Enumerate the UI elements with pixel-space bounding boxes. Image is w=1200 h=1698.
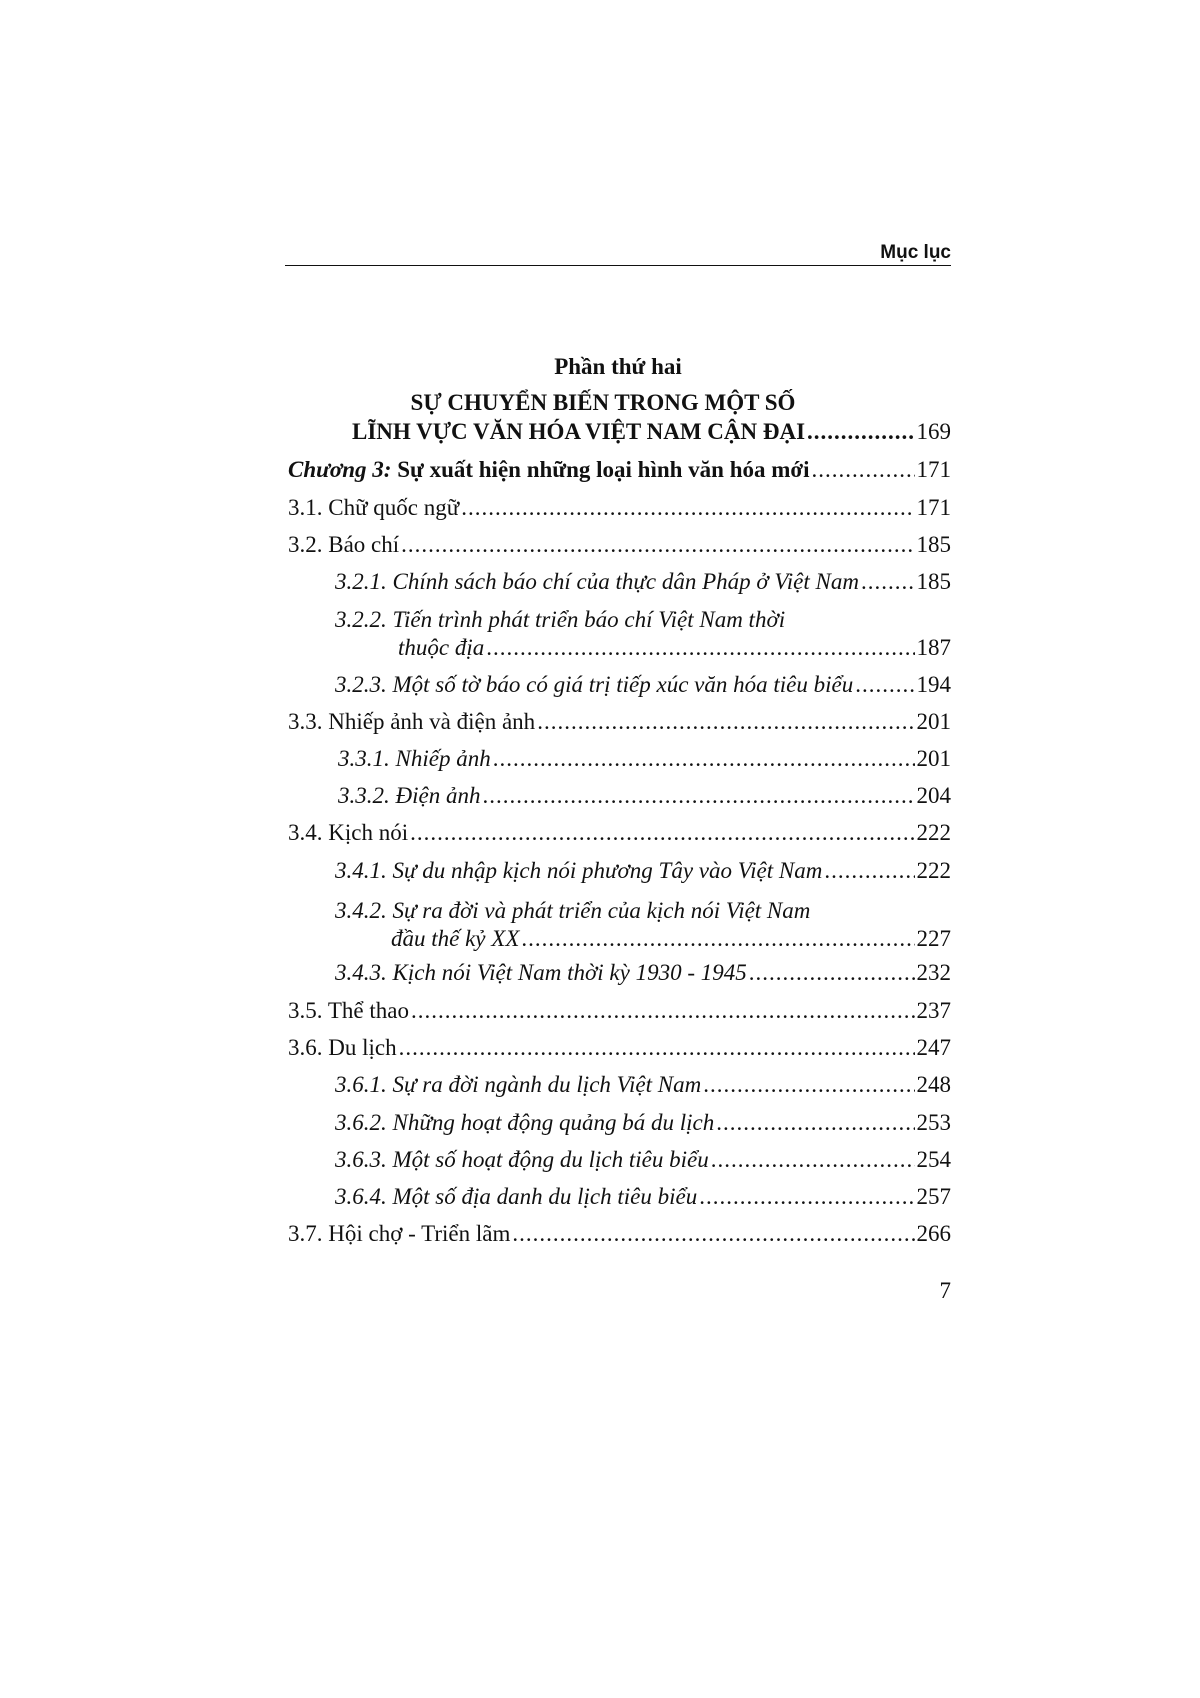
- toc-entry[interactable]: [288, 998, 951, 1024]
- entry-title: 3.6.1. Sự ra đời ngành du lịch Việt Nam: [335, 1072, 702, 1097]
- entry-page: 171: [916, 457, 951, 482]
- entry-title: 3.4. Kịch nói: [288, 820, 409, 845]
- toc-entry[interactable]: [335, 858, 951, 884]
- entry-title: 3.3. Nhiếp ảnh và điện ảnh: [288, 709, 536, 734]
- entry-page: 247: [916, 1035, 951, 1060]
- entry-title: 3.3.1. Nhiếp ảnh: [338, 746, 491, 771]
- toc-entry[interactable]: [391, 926, 951, 952]
- entry-title: 3.1. Chữ quốc ngữ: [288, 495, 460, 520]
- page-number: 7: [939, 1278, 951, 1303]
- toc-entry-chapter[interactable]: [288, 457, 951, 483]
- toc-entry[interactable]: [398, 635, 951, 661]
- entry-title: 3.5. Thể thao: [288, 998, 409, 1023]
- toc-entry[interactable]: [335, 1147, 951, 1173]
- toc-entry[interactable]: [335, 569, 951, 595]
- entry-title: 3.6.3. Một số hoạt động du lịch tiêu biểu: [335, 1147, 709, 1172]
- toc-entry[interactable]: [338, 783, 951, 809]
- leader-dots: [493, 746, 915, 772]
- leader-dots: [399, 1035, 915, 1061]
- entry-title: 3.2.3. Một số tờ báo có giá trị tiếp xúc văn hóa tiêu biểu: [335, 672, 854, 697]
- leader-dots: [716, 1110, 914, 1136]
- leader-dots: [861, 569, 915, 595]
- entry-title: 3.4.1. Sự du nhập kịch nói phương Tây vào Việt Nam: [335, 858, 823, 883]
- leader-dots: [703, 1072, 914, 1098]
- entry-page: 254: [916, 1147, 951, 1172]
- entry-title: 3.6.4. Một số địa danh du lịch tiêu biểu: [335, 1184, 698, 1209]
- leader-dots: [411, 998, 915, 1024]
- entry-title: 3.3.2. Điện ảnh: [338, 783, 481, 808]
- entry-title: 3.2.1. Chính sách báo chí của thực dân Pháp ở Việt Nam: [335, 569, 859, 594]
- entry-page: 201: [916, 709, 951, 734]
- entry-page: 253: [916, 1110, 951, 1135]
- chapter-title: Sự xuất hiện những loại hình văn hóa mới: [391, 457, 810, 482]
- entry-page: 201: [916, 746, 951, 771]
- leader-dots: [410, 820, 914, 846]
- entry-title: đầu thế kỷ XX: [391, 926, 520, 951]
- leader-dots: [512, 1221, 914, 1247]
- toc-entry[interactable]: [335, 1184, 951, 1210]
- leader-dots: [486, 635, 914, 661]
- entry-title: LĨNH VỰC VĂN HÓA VIỆT NAM CẬN ĐẠI: [352, 419, 806, 444]
- leader-dots: [807, 419, 914, 445]
- leader-dots: [855, 672, 914, 698]
- toc-entry[interactable]: [335, 1072, 951, 1098]
- entry-title: thuộc địa: [398, 635, 485, 660]
- header-rule: [285, 265, 951, 266]
- leader-dots: [482, 783, 914, 809]
- entry-page: 185: [916, 532, 951, 557]
- leader-dots: [711, 1147, 915, 1173]
- leader-dots: [812, 457, 915, 483]
- entry-page: 187: [916, 635, 951, 660]
- entry-page: 185: [916, 569, 951, 594]
- toc-entry-title-line1[interactable]: 3.4.2. Sự ra đời và phát triển của kịch nói Việt Nam: [335, 898, 811, 923]
- toc-entry-title-line1[interactable]: 3.2.2. Tiến trình phát triển báo chí Việt Nam thời: [335, 607, 786, 632]
- entry-page: 204: [916, 783, 951, 808]
- toc-entry-part[interactable]: [352, 419, 951, 445]
- entry-page: 232: [916, 960, 951, 985]
- entry-page: 222: [916, 820, 951, 845]
- toc-entry[interactable]: [338, 746, 951, 772]
- leader-dots: [699, 1184, 914, 1210]
- entry-title: 3.4.3. Kịch nói Việt Nam thời kỳ 1930 - 1945: [335, 960, 747, 985]
- toc-entry[interactable]: [288, 1221, 951, 1247]
- entry-page: 257: [916, 1184, 951, 1209]
- part-label: Phần thứ hai: [554, 354, 682, 379]
- running-header: Mục lục: [880, 242, 951, 263]
- toc-entry[interactable]: [288, 495, 951, 521]
- leader-dots: [537, 709, 914, 735]
- toc-entry[interactable]: [288, 1035, 951, 1061]
- leader-dots: [521, 926, 914, 952]
- entry-title: 3.2. Báo chí: [288, 532, 400, 557]
- toc-entry[interactable]: [335, 1110, 951, 1136]
- entry-page: 169: [916, 419, 951, 444]
- leader-dots: [824, 858, 914, 884]
- chapter-prefix: Chương 3:: [288, 457, 392, 482]
- part-title-line1: SỰ CHUYỂN BIẾN TRONG MỘT SỐ: [410, 390, 796, 415]
- toc-entry[interactable]: [335, 960, 951, 986]
- entry-page: 222: [916, 858, 951, 883]
- toc-entry[interactable]: [288, 709, 951, 735]
- toc-entry[interactable]: [288, 532, 951, 558]
- entry-title: 3.6.2. Những hoạt động quảng bá du lịch: [335, 1110, 715, 1135]
- entry-page: 237: [916, 998, 951, 1023]
- toc-entry[interactable]: [288, 820, 951, 846]
- entry-title: 3.6. Du lịch: [288, 1035, 397, 1060]
- leader-dots: [749, 960, 915, 986]
- entry-title: 3.7. Hội chợ - Triển lãm: [288, 1221, 511, 1246]
- entry-page: 194: [916, 672, 951, 697]
- entry-page: 266: [916, 1221, 951, 1246]
- entry-page: 248: [916, 1072, 951, 1097]
- leader-dots: [461, 495, 914, 521]
- leader-dots: [401, 532, 914, 558]
- toc-entry[interactable]: [335, 672, 951, 698]
- entry-page: 227: [916, 926, 951, 951]
- entry-page: 171: [916, 495, 951, 520]
